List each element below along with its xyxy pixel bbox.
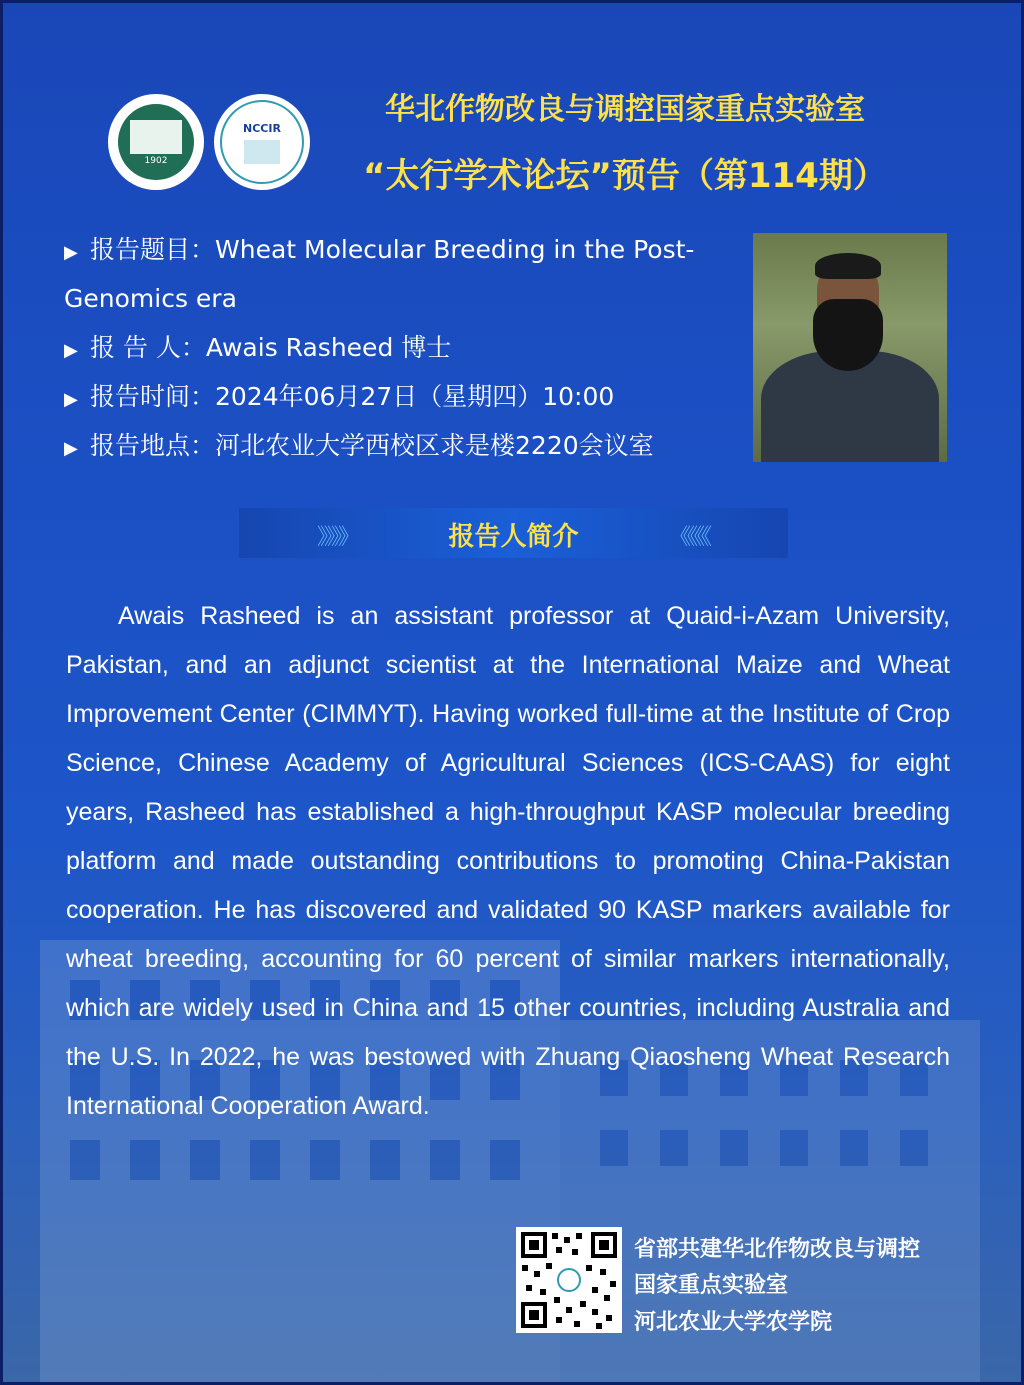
triangle-bullet-icon: ▶	[64, 242, 78, 263]
info-topic-cont	[64, 282, 744, 316]
org-line2: 国家重点实验室	[634, 1273, 789, 1298]
speaker-bio: Awais Rasheed is an assistant professor at Quaid-i-Azam University, Pakistan, and an adjunct scientist at the International Maize and Wheat Improvement Center (CIMMYT). Having worked full-time at the Institute of Crop Science, Chinese Academy of Agricultural Sciences (ICS-CAAS) for eight years, Rasheed has established a high-throughput KASP molecular breeding platform and made outstanding contributions to promoting China-Pakistan cooperation. He has discovered and validated 90 KASP markers available for wheat breeding, accounting for 60 percent of similar markers internationally, which are widely used in China and 15 other countries, including Australia and the U.S. In 2022, he was bestowed with Zhuang Qiaosheng Wheat Research International Cooperation Award.	[66, 602, 950, 1120]
org-line3: 河北农业大学农学院	[634, 1310, 833, 1335]
info-time	[64, 380, 744, 417]
triangle-bullet-icon: ▶	[64, 340, 78, 361]
chevron-right-icon: 》》》》	[317, 525, 357, 550]
chevron-left-icon: 《《《《	[669, 525, 709, 550]
org-line1: 省部共建华北作物改良与调控	[634, 1237, 921, 1262]
nccir-logo	[214, 94, 310, 190]
info-location	[64, 429, 744, 466]
logo-nccir-text: NCCIR	[243, 122, 281, 135]
topic-line1: 报告题目：Wheat Molecular Breeding in the Post-	[90, 235, 695, 264]
qr-code-icon	[516, 1227, 622, 1333]
info-topic	[64, 233, 744, 270]
forum-title: “太行学术论坛”预告（第114期）	[363, 156, 887, 196]
logo-year-text: 1902	[144, 156, 168, 166]
section-title: 报告人简介	[448, 522, 579, 552]
hebei-agricultural-university-logo	[108, 94, 204, 190]
speaker-photo	[753, 233, 947, 462]
topic-line2: Genomics era	[64, 284, 237, 313]
triangle-bullet-icon: ▶	[64, 389, 78, 410]
qr-code[interactable]	[516, 1227, 622, 1333]
lab-title: 华北作物改良与调控国家重点实验室	[385, 92, 865, 127]
speaker-text: 报 告 人：Awais Rasheed 博士	[90, 333, 452, 362]
time-text: 报告时间：2024年06月27日（星期四）10:00	[90, 382, 615, 411]
location-text: 报告地点：河北农业大学西校区求是楼2220会议室	[90, 431, 654, 460]
info-speaker	[64, 331, 744, 368]
section-banner	[239, 508, 788, 558]
triangle-bullet-icon: ▶	[64, 438, 78, 459]
